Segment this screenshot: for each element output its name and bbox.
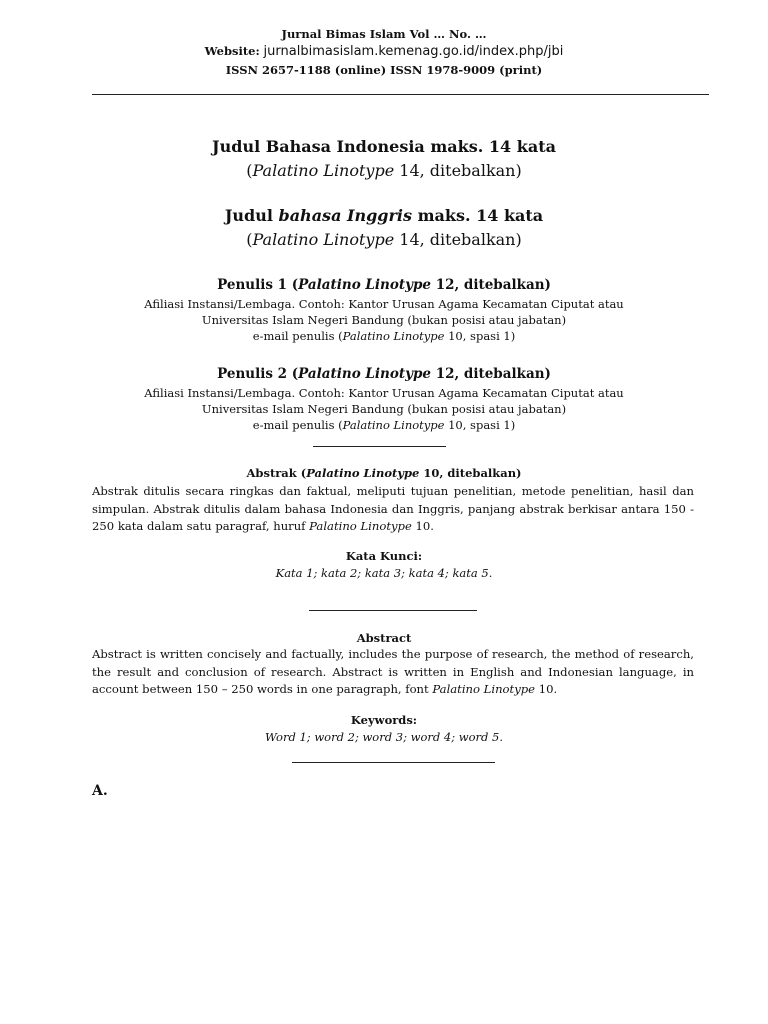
author-affiliation: Afiliasi Instansi/Lembaga. Contoh: Kantor Urusan Agama Kecamatan Ciputat atau bbox=[144, 386, 624, 400]
kata-kunci-heading: Kata Kunci: bbox=[345, 549, 423, 563]
keywords-list: Word 1; word 2; word 3; word 4; word 5. bbox=[265, 730, 503, 744]
header-divider bbox=[92, 94, 709, 95]
author-name: Penulis 2 (Palatino Linotype 12, ditebalkan) bbox=[217, 366, 551, 382]
website-url[interactable]: jurnalbimasislam.kemenag.go.id/index.php/jbi bbox=[263, 44, 564, 59]
author-affiliation: Universitas Islam Negeri Bandung (bukan posisi atau jabatan) bbox=[201, 313, 567, 327]
abstract-body: Abstract is written concisely and factually, includes the purpose of research, the method of research, the result and conclusion of research. Abstract is written in English and Indonesian language, in account between 150 – 250 words in one paragraph, font Palatino Linotype 10. bbox=[92, 647, 694, 696]
author-email: e-mail penulis (Palatino Linotype 10, spasi 1) bbox=[252, 329, 516, 343]
author-name: Penulis 1 (Palatino Linotype 12, ditebalkan) bbox=[217, 277, 551, 293]
author-1 bbox=[0, 277, 768, 344]
author-affiliation: Universitas Islam Negeri Bandung (bukan posisi atau jabatan) bbox=[201, 402, 567, 416]
title-indonesian-note: (Palatino Linotype 14, ditebalkan) bbox=[246, 161, 522, 180]
title-english: Judul bahasa Inggris maks. 14 kata bbox=[224, 206, 544, 225]
abstrak-heading: Abstrak (Palatino Linotype 10, ditebalkan) bbox=[246, 466, 522, 480]
kata-kunci-list: Kata 1; kata 2; kata 3; kata 4; kata 5. bbox=[275, 566, 493, 580]
section-divider bbox=[313, 446, 446, 447]
keywords-heading: Keywords: bbox=[350, 713, 418, 727]
journal-name: Jurnal Bimas Islam Vol … No. … bbox=[281, 27, 487, 41]
section-divider bbox=[309, 610, 477, 611]
journal-issn: ISSN 2657-1188 (online) ISSN 1978-9009 (print) bbox=[225, 63, 543, 77]
section-divider bbox=[292, 762, 495, 763]
title-english-note: (Palatino Linotype 14, ditebalkan) bbox=[246, 230, 522, 249]
title-indonesian: Judul Bahasa Indonesia maks. 14 kata bbox=[212, 137, 556, 156]
abstrak-body: Abstrak ditulis secara ringkas dan faktual, meliputi tujuan penelitian, metode penelitian, hasil dan simpulan. Abstrak ditulis dalam bahasa Indonesia dan Inggris, panjang abstrak berkisar antara 150 - 250 kata dalam satu paragraf, huruf Palatino Linotype 10. bbox=[92, 484, 694, 533]
abstract-heading: Abstract bbox=[356, 631, 412, 645]
section-heading-a: A. bbox=[92, 783, 108, 799]
journal-website bbox=[0, 44, 768, 59]
author-affiliation: Afiliasi Instansi/Lembaga. Contoh: Kantor Urusan Agama Kecamatan Ciputat atau bbox=[144, 297, 624, 311]
author-2 bbox=[0, 366, 768, 433]
author-email: e-mail penulis (Palatino Linotype 10, spasi 1) bbox=[252, 418, 516, 432]
website-label: Website: bbox=[204, 44, 260, 58]
